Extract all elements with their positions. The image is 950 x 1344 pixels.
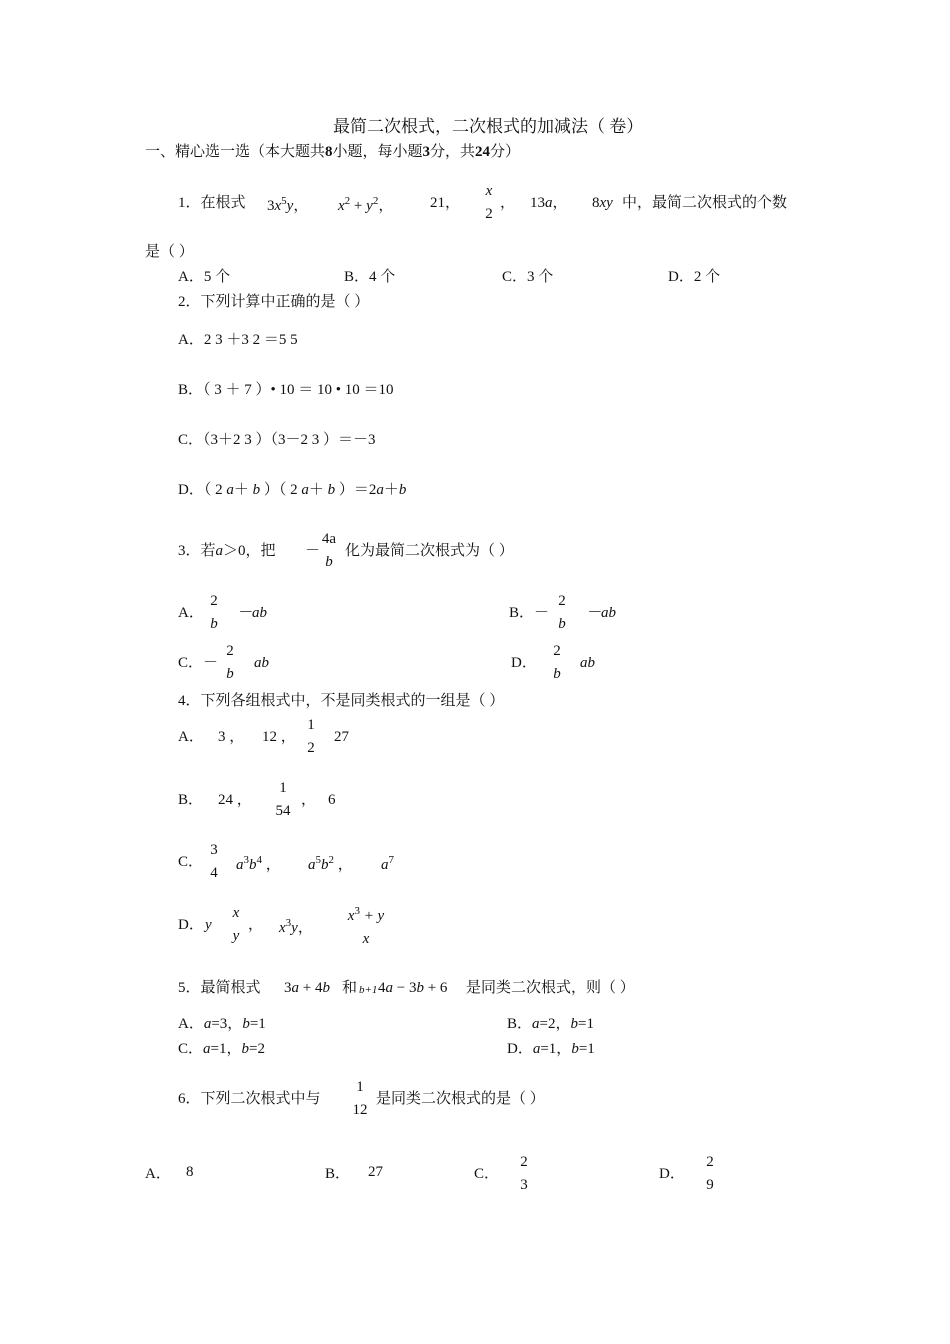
q1-option-c: C．3 个: [502, 269, 554, 285]
q4-option-b: B．: [178, 792, 204, 808]
q1-radical-4: x 2: [485, 183, 493, 222]
q2-option-b: B．（ 3 ＋ 7 ）• 10 ＝ 10 • 10 ＝10: [178, 382, 394, 398]
q5-tail: 是同类二次根式，则（ ）: [466, 980, 635, 996]
q1-option-d: D．2 个: [668, 269, 721, 285]
q3-option-b: B．－: [509, 605, 550, 621]
q3-option-a: A．: [178, 605, 204, 621]
q2-option-a: A．2 3 ＋3 2 ＝5 5: [178, 332, 298, 348]
q1-tail: 中，最简二次根式的个数: [622, 195, 788, 211]
q1-radical-5: 13a，: [530, 195, 568, 211]
q1-option-b: B．4 个: [344, 269, 396, 285]
q6-lead: 6．下列二次根式中与: [178, 1091, 321, 1107]
q1-radical-2: $x^2 + y^2$，: [338, 195, 394, 214]
q3-fraction: 4a b: [321, 531, 337, 570]
q6-option-d: D．: [659, 1166, 685, 1182]
q2-option-d: D．（ 2 a＋ b ）（ 2 a＋ b ）＝2a＋b: [178, 482, 407, 498]
q3-option-c: C．－: [178, 655, 219, 671]
q5-lead: 5．最简根式: [178, 980, 261, 996]
q1-line2: 是（ ）: [145, 244, 194, 260]
q3-tail: 化为最简二次根式为（ ）: [345, 543, 514, 559]
q6-option-b: B．: [325, 1166, 351, 1182]
q1-radical-3: 21，: [430, 195, 461, 211]
q1-radical-6: 8xy: [592, 195, 613, 211]
q2-stem: 2．下列计算中正确的是（ ）: [178, 294, 370, 310]
q6-option-c: C．: [474, 1166, 500, 1182]
q2-option-c: C．（3＋2 3 ）（3－2 3 ）＝－3: [178, 432, 376, 448]
q4-option-a: A．: [178, 729, 204, 745]
section-heading: 一、精心选一选（本大题共8小题，每小题3分，共24分）: [145, 144, 521, 160]
q4-option-d: D．: [178, 917, 204, 933]
q1-radical-1: $3x^5y$，: [267, 195, 309, 214]
q1-option-a: A．5 个: [178, 269, 231, 285]
q5-option-d: D．a=1，b=1: [507, 1041, 595, 1057]
q6-option-a: A．: [145, 1166, 171, 1182]
q4-stem: 4．下列各组根式中，不是同类根式的一组是（ ）: [178, 693, 505, 709]
q1-lead: 1．在根式: [178, 195, 246, 211]
q3-option-d: D．: [511, 655, 537, 671]
q5-option-c: C．a=1，b=2: [178, 1041, 265, 1057]
q6-tail: 是同类二次根式的是（ ）: [376, 1091, 545, 1107]
q5-option-b: B．a=2，b=1: [507, 1016, 594, 1032]
q3-lead: 3．若a＞0，把: [178, 543, 276, 559]
q6-fraction: 1 12: [352, 1079, 368, 1118]
q4-option-c: C．: [178, 854, 204, 870]
page-title: 最简二次根式，二次根式的加减法（ 卷）: [333, 117, 644, 136]
q5-option-a: A．a=3，b=1: [178, 1016, 266, 1032]
